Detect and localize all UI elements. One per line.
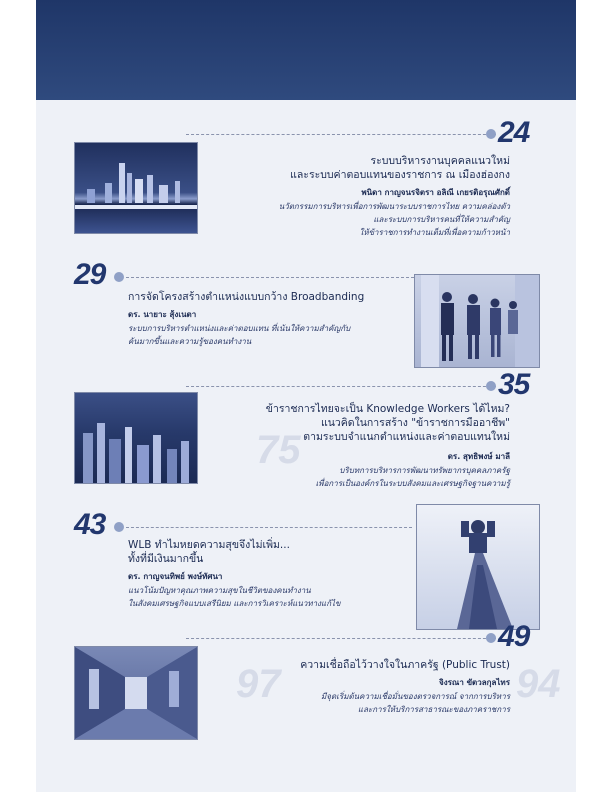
title-line: ระบบบริหารงานบุคคลแนวใหม่ <box>370 155 510 167</box>
entries-4-photo <box>74 646 198 740</box>
page-number[interactable]: 35 <box>498 368 530 401</box>
page-number[interactable]: 43 <box>74 508 106 541</box>
entry-title <box>206 154 510 182</box>
bullet-dot <box>486 381 496 391</box>
contents-page <box>36 0 576 792</box>
rock-peak-icon <box>417 505 539 629</box>
background-number: 94 <box>516 662 561 706</box>
background-number: 75 <box>256 428 301 472</box>
entry-title <box>206 402 510 444</box>
title-line: และระบบค่าตอบแทนของราชการ ณ เมืองฮ่องกง <box>290 169 510 181</box>
dashed-rule <box>186 134 496 135</box>
desc-line: นวัตกรรมการบริหารเพื่อการพัฒนาระบบราชการไทย ความคล่องตัว <box>278 202 510 211</box>
desc-line: แนวโน้มปัญหาคุณภาพความสุขในชีวิตของคนทำงาน <box>128 586 311 595</box>
entries-1-photo <box>414 274 540 368</box>
desc-line: ให้ข้าราชการทำงานเต็มที่เพื่อความก้าวหน้า <box>359 228 510 237</box>
entries-2-photo <box>74 392 198 484</box>
desc-line: และระบบการบริหารคนที่ให้ความสำคัญ <box>373 215 510 224</box>
dashed-rule <box>186 638 496 639</box>
entry-title <box>128 538 408 566</box>
entry-description <box>206 464 510 490</box>
title-line: ความเชื่อถือไว้วางใจในภาครัฐ (Public Trust) <box>300 659 510 671</box>
city-lights-icon <box>75 393 197 483</box>
city-skyline-icon <box>75 143 197 233</box>
title-line: WLB ทำไมหยดความสุขจึงไม่เพิ่ม... <box>128 539 290 551</box>
corridor-icon <box>75 647 197 739</box>
entry-description <box>128 322 408 348</box>
title-line: ข้าราชการไทยจะเป็น Knowledge Workers ได้ไหม? <box>265 403 510 415</box>
desc-line: บริบทการบริหารการพัฒนาทรัพยากรบุคคลภาครัฐ <box>339 466 510 475</box>
entry-author: ดร. สุทธิพงษ์ มาลี <box>447 452 510 461</box>
title-line: ตามระบบจำแนกตำแหน่งและค่าตอบแทนใหม่ <box>303 431 510 443</box>
people-walking-icon <box>415 275 539 367</box>
dashed-rule <box>186 386 496 387</box>
page-number[interactable]: 49 <box>498 620 530 653</box>
dashed-rule <box>126 527 412 528</box>
background-number: 97 <box>236 662 281 706</box>
page-number[interactable]: 29 <box>74 258 106 291</box>
dashed-rule <box>126 277 414 278</box>
header-band <box>36 0 576 100</box>
desc-line: มีจุดเริ่มต้นความเชื่อมั่นของตรวจการณ์ จากการบริหาร <box>321 692 510 701</box>
bullet-dot <box>486 129 496 139</box>
entry-title <box>206 658 510 672</box>
desc-line: เพื่อการเป็นองค์กรในระบบสังคมและเศรษฐกิจฐานความรู้ <box>315 479 510 488</box>
entry-title <box>128 290 408 304</box>
desc-line: ในสังคมเศรษฐกิจแบบเสรีนิยม และการวิเคราะห์แนวทางแก้ไข <box>128 599 341 608</box>
entry-author: พนิดา กาญจนรจิตรา อลิณี เกยรติอรุณศักดิ์ <box>361 188 510 197</box>
entry-author: ดร. กาญจนทิพย์ พงษ์ทัศนา <box>128 572 223 581</box>
title-line: ทั้งที่มีเงินมากขึ้น <box>128 553 204 565</box>
title-line: การจัดโครงสร้างตำแหน่งแบบกว้าง Broadbanding <box>128 291 365 303</box>
bullet-dot <box>114 272 124 282</box>
entry-description <box>206 690 510 716</box>
entry-author: จิงรณา ขัตวลกุลไทร <box>439 678 510 687</box>
desc-line: ระบบการบริหารตำแหน่งและค่าตอบแทน ที่เน้นให้ความสำคัญกับ <box>128 324 351 333</box>
desc-line: และการให้บริการสาธารณะของภาคราชการ <box>357 705 510 714</box>
desc-line: ค้นมากขึ้นและความรู้ของคนทำงาน <box>128 337 252 346</box>
entry-description <box>128 584 408 610</box>
entry-author: ดร. นายาะ สุ้งเนตา <box>128 310 197 319</box>
bullet-dot <box>486 633 496 643</box>
bullet-dot <box>114 522 124 532</box>
entry-description <box>206 200 510 239</box>
entries-0-photo <box>74 142 198 234</box>
page-number[interactable]: 24 <box>498 116 530 149</box>
title-line: แนวคิดในการสร้าง "ข้าราชการมืออาชีพ" <box>320 417 510 429</box>
entries-3-photo <box>416 504 540 630</box>
